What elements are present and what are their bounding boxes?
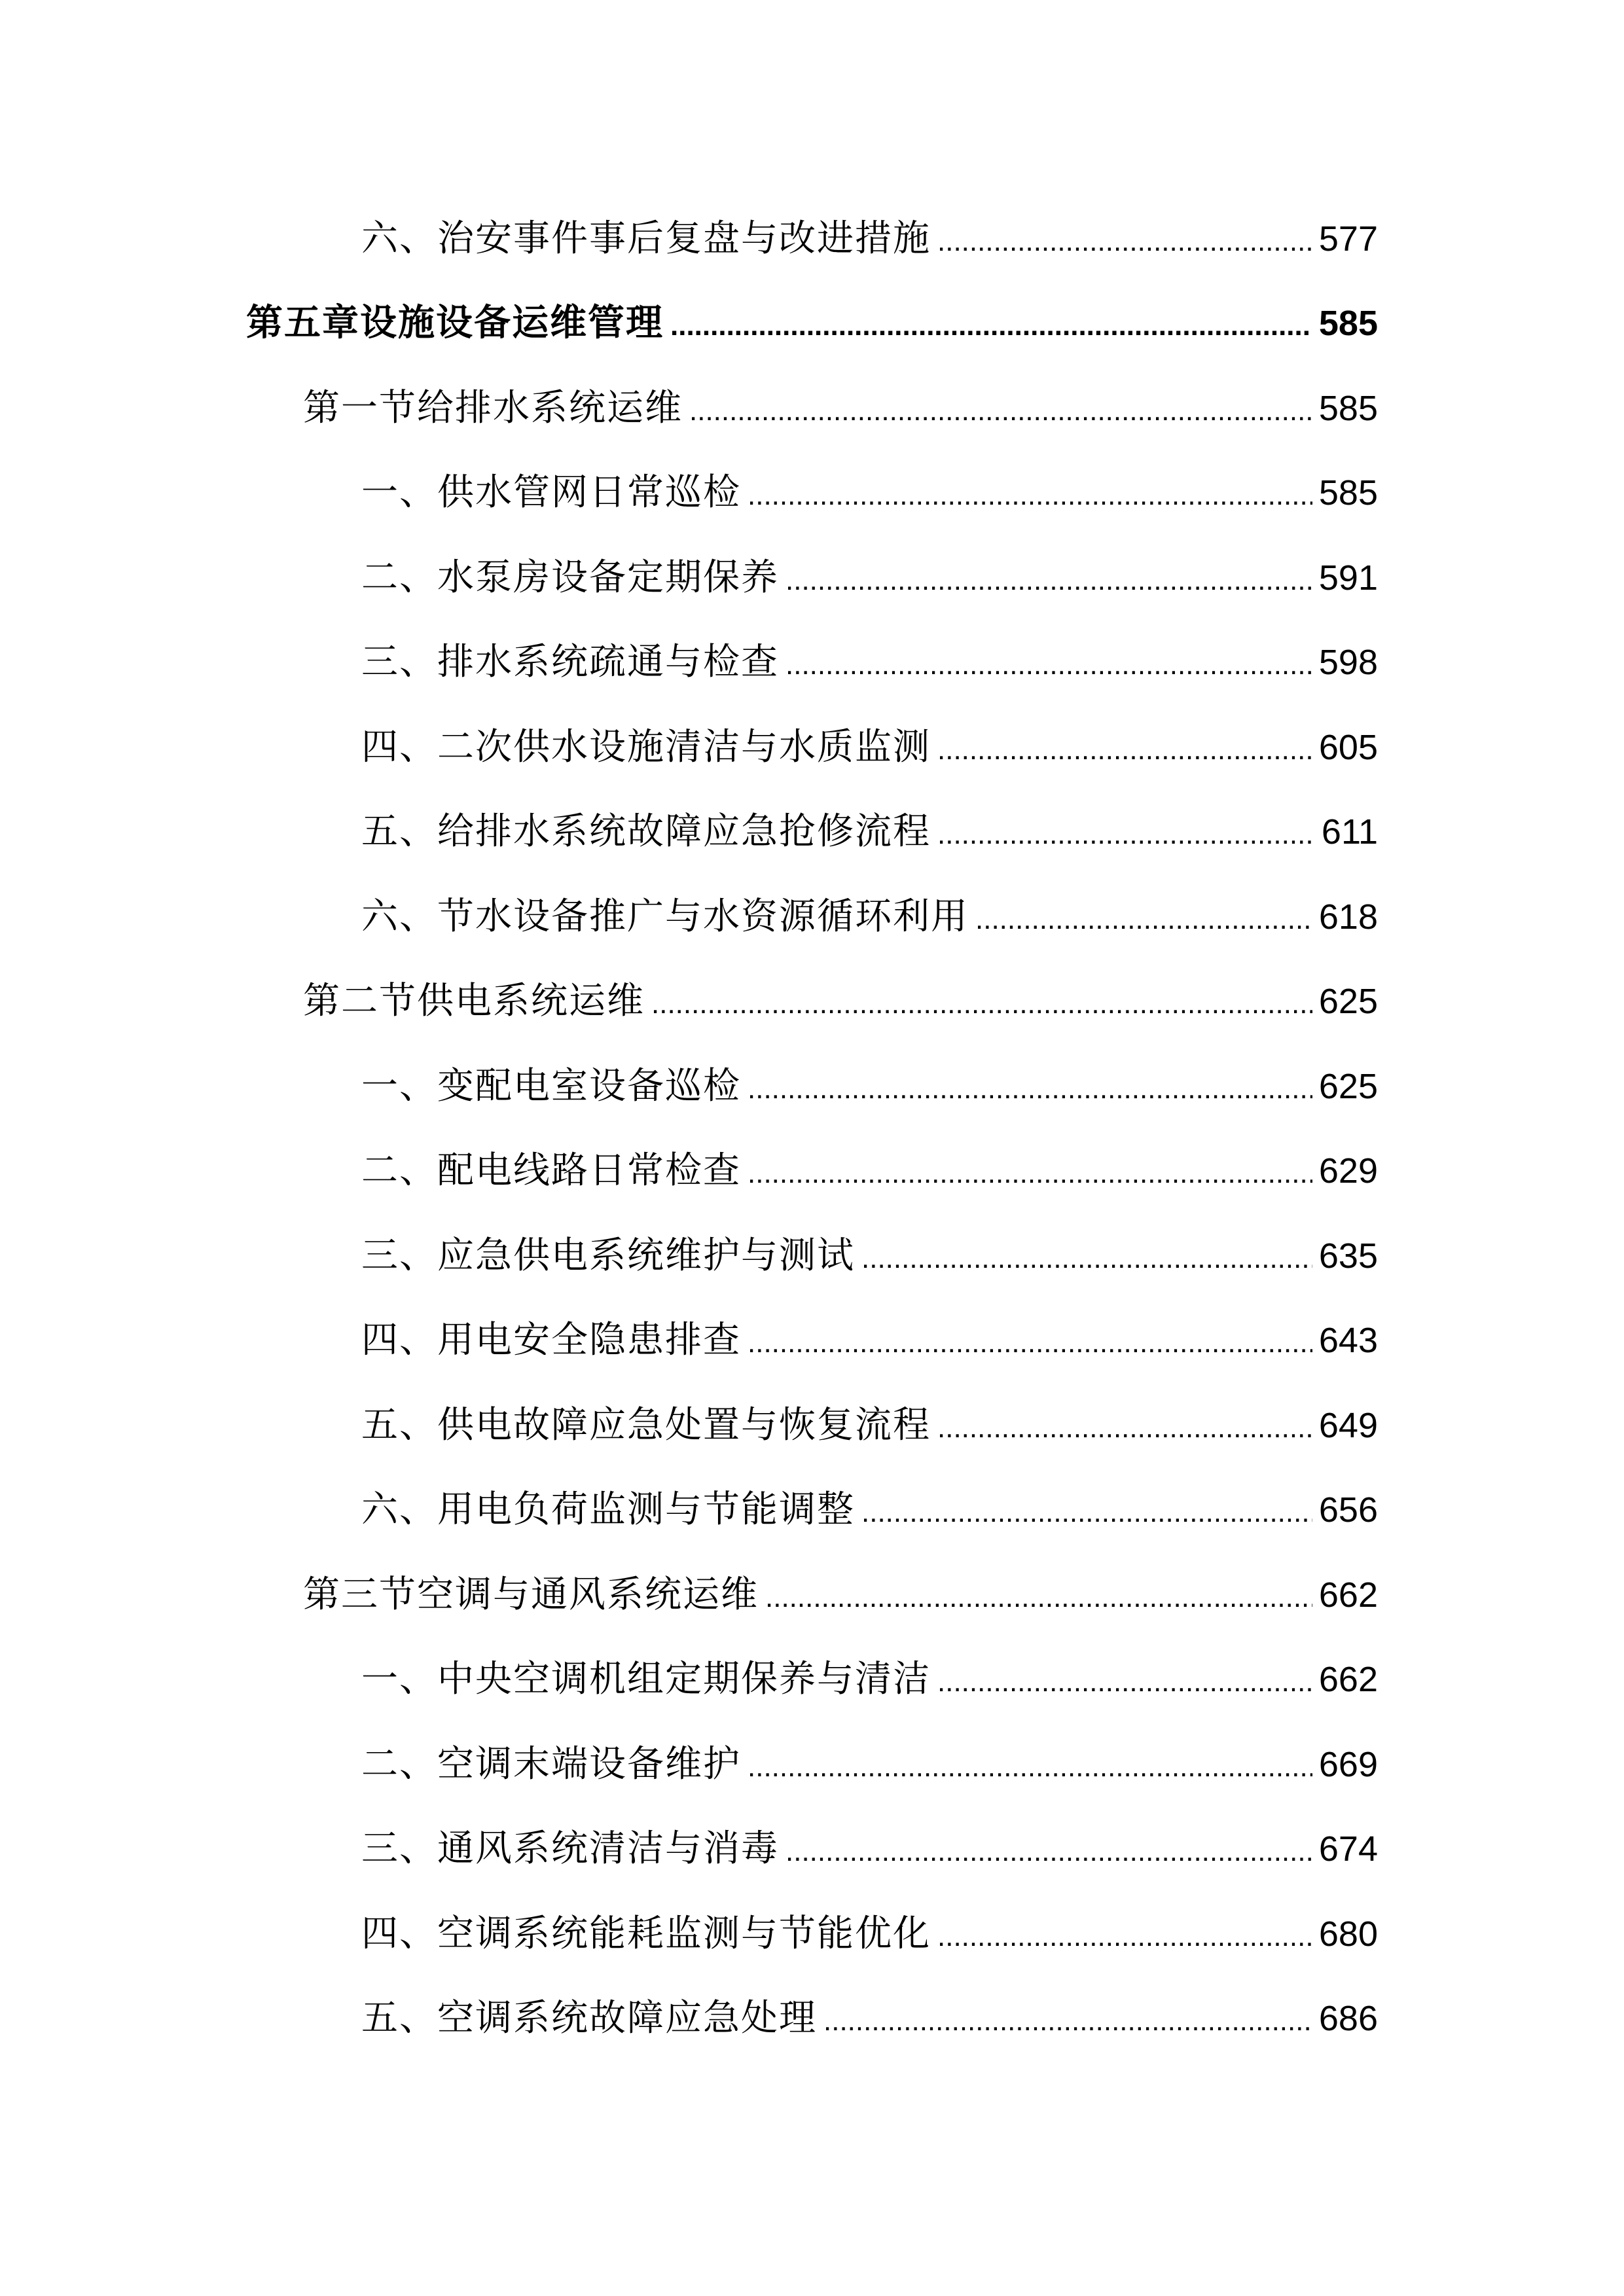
toc-entry-title: 四、空调系统能耗监测与节能优化 — [361, 1912, 931, 1955]
toc-entry[interactable] — [361, 1820, 1378, 1878]
toc-entry[interactable] — [361, 1480, 1378, 1539]
toc-entry[interactable] — [361, 888, 1378, 946]
toc-entry-page: 662 — [1318, 1575, 1378, 1615]
toc-entry-title: 六、节水设备推广与水资源循环利用 — [361, 895, 969, 938]
toc-entry[interactable] — [361, 1735, 1378, 1794]
toc-entry-title: 二、空调末端设备维护 — [361, 1743, 741, 1785]
toc-entry[interactable] — [361, 1057, 1378, 1116]
toc-dot-leader — [765, 1568, 1312, 1627]
toc-entry[interactable] — [361, 1396, 1378, 1455]
toc-dot-leader — [937, 721, 1312, 780]
toc-dot-leader — [748, 466, 1312, 525]
toc-entry-page: 585 — [1318, 389, 1378, 428]
toc-entry-page: 649 — [1318, 1406, 1378, 1445]
toc-entry-title: 四、用电安全隐患排查 — [361, 1319, 741, 1361]
toc-dot-leader — [975, 890, 1312, 949]
toc-entry-title: 一、中央空调机组定期保养与清洁 — [361, 1658, 931, 1700]
toc-entry-page: 629 — [1318, 1151, 1378, 1191]
toc-dot-leader — [861, 1483, 1312, 1542]
toc-entry[interactable] — [361, 463, 1378, 522]
toc-entry-section[interactable] — [303, 379, 1378, 438]
toc-dot-leader — [748, 1060, 1312, 1119]
toc-dot-leader — [748, 1314, 1312, 1372]
toc-entry-page: 686 — [1318, 1999, 1378, 2038]
toc-entry-chapter[interactable] — [246, 294, 1378, 353]
toc-dot-leader — [651, 975, 1312, 1033]
toc-entry-page: 656 — [1318, 1490, 1378, 1530]
toc-dot-leader — [937, 1399, 1312, 1458]
toc-dot-leader — [785, 551, 1312, 610]
toc-entry-section[interactable] — [303, 1566, 1378, 1624]
toc-entry-page: 643 — [1318, 1321, 1378, 1360]
toc-entry-title: 第三节空调与通风系统运维 — [303, 1573, 759, 1616]
toc-entry[interactable] — [361, 1227, 1378, 1285]
toc-dot-leader — [748, 1738, 1312, 1797]
toc-dot-leader — [689, 382, 1312, 440]
toc-entry-title: 五、空调系统故障应急处理 — [361, 1997, 817, 2039]
toc-entry-title: 六、用电负荷监测与节能调整 — [361, 1488, 855, 1531]
toc-entry-page: 585 — [1318, 473, 1378, 512]
toc-entry[interactable] — [361, 633, 1378, 692]
toc-entry-page: 598 — [1318, 643, 1378, 682]
toc-entry[interactable] — [361, 1650, 1378, 1709]
toc-entry-title: 五、供电故障应急处置与恢复流程 — [361, 1404, 931, 1446]
toc-entry-section[interactable] — [303, 972, 1378, 1031]
toc-entry[interactable] — [361, 1311, 1378, 1370]
toc-entry-title: 一、变配电室设备巡检 — [361, 1065, 741, 1107]
toc-entry-page: 625 — [1318, 1067, 1378, 1106]
toc-entry-title: 第五章设施设备运维管理 — [246, 302, 664, 344]
toc-entry-title: 四、二次供水设施清洁与水质监测 — [361, 726, 931, 768]
toc-entry-page: 662 — [1318, 1660, 1378, 1699]
toc-dot-leader — [937, 1907, 1312, 1966]
toc-entry-page: 618 — [1318, 897, 1378, 937]
toc-entry-page: 674 — [1318, 1829, 1378, 1869]
toc-entry-page: 669 — [1318, 1745, 1378, 1784]
toc-entry-page: 577 — [1318, 219, 1378, 259]
toc-entry-page: 625 — [1318, 982, 1378, 1021]
toc-entry-title: 二、水泵房设备定期保养 — [361, 556, 779, 599]
toc-dot-leader — [785, 1822, 1312, 1881]
toc-entry-title: 一、供水管网日常巡检 — [361, 471, 741, 514]
toc-entry-title: 六、治安事件事后复盘与改进措施 — [361, 217, 931, 260]
toc-entry-page: 585 — [1318, 304, 1378, 343]
toc-dot-leader — [937, 805, 1315, 864]
toc-entry[interactable] — [361, 718, 1378, 777]
toc-dot-leader — [861, 1229, 1312, 1288]
toc-entry[interactable] — [361, 1141, 1378, 1200]
toc-entry-title: 二、配电线路日常检查 — [361, 1149, 741, 1192]
toc-entry-page: 611 — [1321, 812, 1378, 852]
toc-entry-page: 680 — [1318, 1914, 1378, 1954]
toc-entry-title: 三、通风系统清洁与消毒 — [361, 1827, 779, 1870]
toc-entry-title: 三、排水系统疏通与检查 — [361, 641, 779, 683]
toc-entry-title: 第一节给排水系统运维 — [303, 387, 683, 429]
toc-entry-title: 三、应急供电系统维护与测试 — [361, 1234, 855, 1277]
toc-dot-leader — [670, 296, 1312, 355]
toc-entry-title: 第二节供电系统运维 — [303, 980, 645, 1022]
toc-entry-page: 635 — [1318, 1236, 1378, 1276]
toc-entry[interactable] — [361, 802, 1378, 861]
toc-entry[interactable] — [361, 1905, 1378, 1964]
toc-entry[interactable] — [361, 209, 1378, 268]
toc-dot-leader — [748, 1144, 1312, 1203]
toc-entry-page: 591 — [1318, 558, 1378, 598]
toc-dot-leader — [785, 636, 1312, 694]
toc-entry[interactable] — [361, 548, 1378, 607]
toc-entry[interactable] — [361, 1989, 1378, 2048]
toc-dot-leader — [937, 212, 1312, 271]
toc-entry-title: 五、给排水系统故障应急抢修流程 — [361, 810, 931, 853]
toc-dot-leader — [937, 1653, 1312, 1712]
toc-dot-leader — [823, 1992, 1312, 2051]
toc-entry-page: 605 — [1318, 728, 1378, 767]
